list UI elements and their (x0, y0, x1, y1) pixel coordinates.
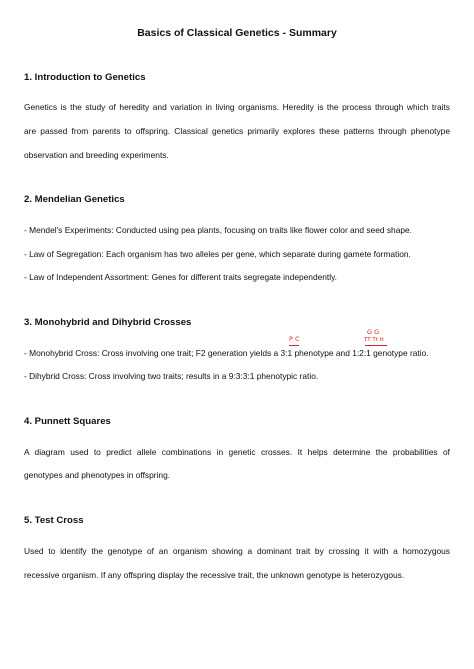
section-text-line: genotypes and phenotypes in offspring. (24, 470, 171, 480)
genotype-annotation-marks-bottom: TT Tt tt (364, 337, 384, 343)
section-text-line: Genetics is the study of heredity and variation in living organisms. Heredity is the process through which traits (24, 102, 450, 112)
bullet-item: - Monohybrid Cross: Cross involving one trait; F2 generation yields a 3:1 phenotype and 1:2:1 genotype ratio. (24, 348, 429, 358)
section-heading-mendelian: 2. Mendelian Genetics (24, 194, 125, 205)
phenotype-underline (289, 345, 299, 346)
section-heading-crosses: 3. Monohybrid and Dihybrid Crosses (24, 317, 192, 328)
section-text-line: are passed from parents to offspring. Classical genetics primarily explores these patterns through phenotype (24, 126, 450, 136)
section-text-line: A diagram used to predict allele combinations in genetic crosses. It helps determine the probabilities of (24, 447, 450, 457)
phenotype-annotation-marks: P C (289, 335, 300, 343)
section-text-line: observation and breeding experiments. (24, 150, 169, 160)
bullet-item: - Law of Independent Assortment: Genes for different traits segregate independently. (24, 272, 338, 282)
genotype-annotation-marks-top: G G (367, 328, 380, 336)
section-heading-introduction: 1. Introduction to Genetics (24, 72, 146, 83)
bullet-item: - Dihybrid Cross: Cross involving two traits; results in a 9:3:3:1 phenotypic ratio. (24, 371, 319, 381)
genotype-underline (365, 345, 387, 346)
section-heading-test-cross: 5. Test Cross (24, 515, 84, 526)
section-text-line: recessive organism. If any offspring display the recessive trait, the unknown genotype is heterozygous. (24, 570, 405, 580)
section-text-line: Used to identify the genotype of an organism showing a dominant trait by crossing it with a homozygous (24, 546, 450, 556)
bullet-item: - Mendel's Experiments: Conducted using pea plants, focusing on traits like flower color and seed shape. (24, 225, 412, 235)
section-heading-punnett: 4. Punnett Squares (24, 416, 111, 427)
document-title: Basics of Classical Genetics - Summary (137, 27, 337, 39)
bullet-item: - Law of Segregation: Each organism has two alleles per gene, which separate during gamete formation. (24, 249, 411, 259)
